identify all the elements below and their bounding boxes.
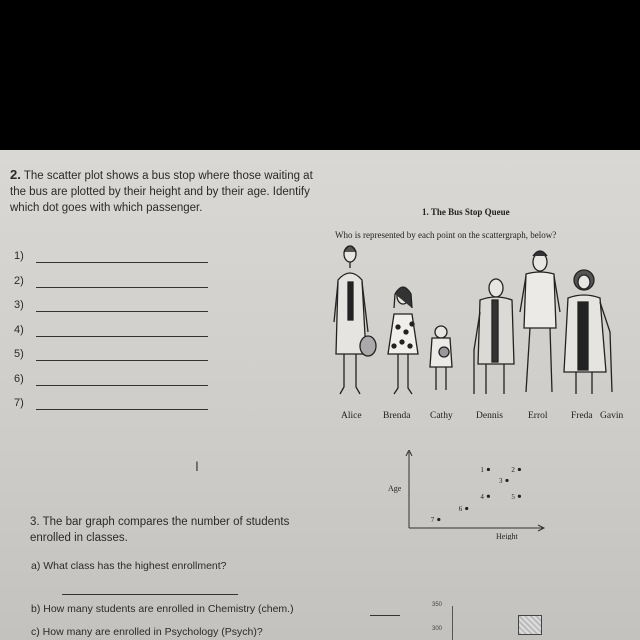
name-alice: Alice [341, 411, 362, 421]
question-2-number: 2. [10, 167, 21, 182]
question-2 [10, 167, 330, 216]
scatter-point-label-7: 7 [430, 515, 435, 524]
scatter-point-7 [437, 518, 440, 521]
question-3a: a) What class has the highest enrollment? [31, 560, 227, 572]
scatter-point-1 [487, 468, 490, 471]
name-gavin: Gavin [600, 411, 624, 421]
name-errol: Errol [528, 411, 548, 421]
scatter-point-label-1: 1 [480, 465, 484, 474]
brenda-figure [388, 287, 418, 394]
worksheet-page: 2. The scatter plot shows a bus stop where those waiting at the bus are plotted by their height and by their age. Identify which dot goes with which passenger. 1) 2) 3) 4) 5) 6) 7) 1. The Bus Stop Queue Who is represented by each point on the scattergraph, below? Alice Brenda Cathy Dennis Errol Freda Gavin Age Height 1 2 3 4 5 6 7 I 3. The bar graph compares the number of students enrolled in classes. a) What class has the highest enrollment? b) How many students are enrolled in Chemistry (chem.) c) How many are enrolled in Psychology (Psych)? 350 300 [0, 150, 640, 640]
worksheet-question: Who is represented by each point on the scattergraph, below? [335, 230, 557, 240]
bar-graph-legend-swatch [518, 615, 542, 635]
name-cathy: Cathy [430, 411, 453, 421]
bar-graph-tick-300: 300 [432, 626, 443, 632]
scatter-point-5 [518, 495, 521, 498]
bar-graph-axis [452, 606, 453, 640]
scatter-point-4 [487, 495, 490, 498]
name-dennis: Dennis [476, 411, 503, 421]
x-axis-label: Height [496, 532, 518, 540]
scatter-point-3 [505, 479, 508, 482]
bus-queue-illustration [328, 242, 640, 417]
question-3c: c) How many are enrolled in Psychology (Psych)? [31, 626, 263, 638]
question-2-text: The scatter plot shows a bus stop where those waiting at the bus are plotted by their height and by their age. Identify which dot goes with which passenger. [10, 170, 313, 214]
scatter-point-label-2: 2 [511, 465, 515, 474]
scatter-points [431, 466, 521, 524]
scatter-point-label-3: 3 [499, 476, 503, 485]
bus-queue-scattergraph [378, 450, 558, 540]
alice-figure [334, 246, 376, 394]
scatter-point-label-4: 4 [480, 492, 484, 501]
answer-line-3a[interactable] [62, 594, 238, 595]
question-3b: b) How many students are enrolled in Chemistry (chem.) [31, 603, 294, 615]
errol-figure [520, 251, 560, 392]
name-brenda: Brenda [383, 411, 411, 421]
dennis-figure [474, 279, 514, 394]
question-3: 3. The bar graph compares the number of students enrolled in classes. [30, 516, 290, 544]
scatter-point-label-5: 5 [511, 492, 515, 501]
worksheet-title: 1. The Bus Stop Queue [422, 207, 510, 217]
scatter-point-6 [465, 507, 468, 510]
bar-graph-tick-350: 350 [432, 602, 443, 608]
y-axis-label: Age [388, 484, 402, 493]
freda-gavin-figure [564, 270, 612, 394]
name-freda: Freda [571, 411, 593, 421]
cathy-figure [430, 326, 452, 390]
scatter-point-label-6: 6 [458, 504, 463, 513]
scatter-point-2 [518, 468, 521, 471]
answer-line-3b[interactable] [370, 615, 400, 616]
text-cursor-icon: I [195, 458, 199, 474]
